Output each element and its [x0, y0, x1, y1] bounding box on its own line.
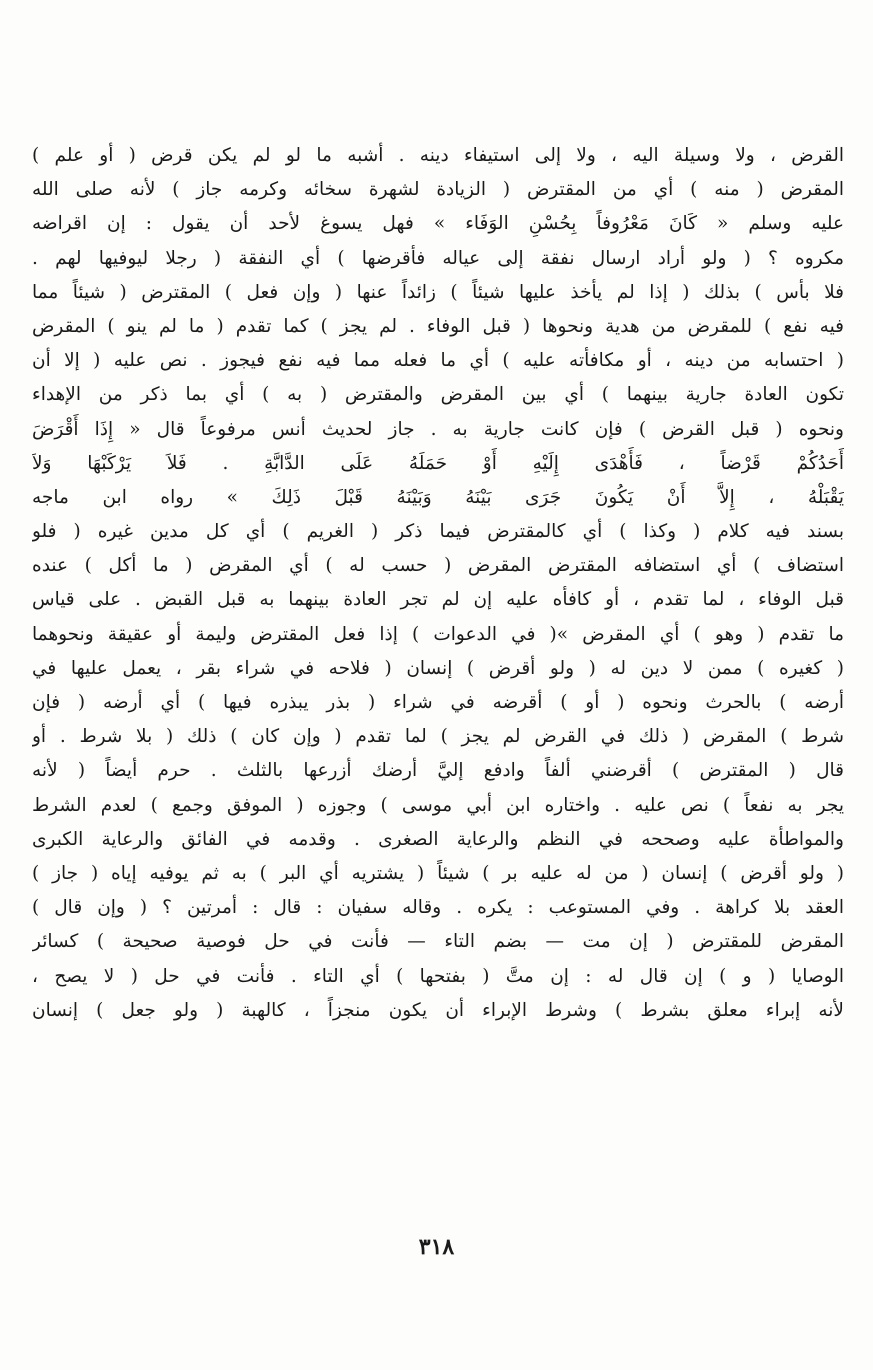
text-line: استضاف ) أي استضافه المقترض المقرض ( حسب له ) أي المقرض ( ما أكل ) عنده [32, 555, 844, 577]
text-line: ( احتسابه من دينه ، أو مكافأته عليه ) أي ما فعله مما فيه نفع فيجوز . نص عليه ( إلا أن [32, 350, 844, 372]
text-line: والمواطأة عليه وصححه في النظم والرعاية الصغرى . وقدمه في الفائق والرعاية الكبرى [32, 828, 844, 850]
text-line: قال ( المقترض ) أقرضني ألفاً وادفع إليَّ أرضك أزرعها بالثلث . حرم أيضاً ( لأنه [32, 760, 844, 782]
text-line: يجر به نفعاً ) نص عليه . واختاره ابن أبي موسى ) وجوزه ( الموفق وجمع ) لعدم الشرط [32, 794, 844, 816]
text-line: مكروه ؟ ( ولو أراد ارسال نفقة إلى عياله فأقرضها ) أي النفقة ( رجلا ليوفيها لهم . [32, 247, 844, 269]
text-line: المقرض ( منه ) أي من المقترض ( الزيادة لشهرة سخائه وكرمه جاز ) لأنه صلى الله [32, 179, 844, 201]
text-line: فيه نفع ) للمقرض من هدية ونحوها ( قبل الوفاء . لم يجز ) كما تقدم ( ما لم ينو ) المقرض [32, 315, 844, 337]
page-number: ٣١٨ [418, 1234, 455, 1260]
text-line: الوصايا ( و ) إن قال له : إن متَّ ( بفتحها ) أي التاء . فأنت في حل ( لا يصح ، [32, 965, 844, 987]
text-line: ما تقدم ( وهو ) أي المقرض »( في الدعوات ) إذا فعل المقترض وليمة أو عقيقة ونحوهما [32, 623, 844, 645]
text-line: عليه وسلم « كَانَ مَعْرُوفاً بِحُسْنِ الوَفَاء » فهل يسوغ لأحد أن يقول : إن اقراضه [32, 213, 844, 235]
text-line: العقد بلا كراهة . وفي المستوعب : يكره . وقاله سفيان : قال : أمرتين ؟ ( وإن قال ) [32, 897, 844, 919]
text-line: أَحَدُكُمْ قَرْضاً ، فَأَهْدَى إِلَيْهِ أَوْ حَمَلَهُ عَلَى الدَّابَّةِ . فَلاَ يَرْكَبْهَا وَلاَ [32, 452, 844, 474]
text-line: ( ولو أقرض ) إنسان ( من له عليه بر ) شيئاً ( يشتريه أي البر ) به ثم يوفيه إياه ( جاز ) [32, 862, 844, 884]
body-text [32, 139, 844, 1028]
text-line: فلا بأس ) بذلك ( إذا لم يأخذ عليها شيئاً ) زائداً عنها ( وإن فعل ) المقترض ( شيئاً مما [32, 281, 844, 303]
text-line: المقرض للمقترض ( إن مت — بضم التاء — فأنت في حل فوصية صحيحة ) كسائر [32, 931, 844, 953]
text-line: بسند فيه كلام ( وكذا ) أي كالمقترض فيما ذكر ( الغريم ) أي كل مدين غيره ( فلو [32, 521, 844, 543]
text-line: تكون العادة جارية بينهما ) أي بين المقرض والمقترض ( به ) أي بما ذكر من الإهداء [32, 384, 844, 406]
text-line: شرط ) المقرض ( ذلك في القرض لم يجز ) لما تقدم ( وإن كان ) ذلك ( بلا شرط . أو [32, 726, 844, 748]
text-line: القرض ، ولا وسيلة اليه ، ولا إلى استيفاء دينه . أشبه ما لو لم يكن قرض ( أو علم ) [32, 145, 844, 166]
text-line: لأنه إبراء معلق بشرط ) وشرط الإبراء أن يكون منجزاً ، كالهبة ( ولو جعل ) إنسان [32, 999, 844, 1021]
text-line: أرضه ) بالحرث ونحوه ( أو ) أقرضه في شراء ( بذر يبذره فيها ) أي أرضه ( فإن [32, 692, 844, 713]
text-line: ونحوه ( قبل القرض ) فإن كانت جارية به . جاز لحديث أنس مرفوعاً قال « إِذَا أَقْرَضَ [32, 418, 844, 440]
text-line: يَقْبَلْهُ ، إِلاَّ أَنْ يَكُونَ جَرَى بَيْنَهُ وَبَيْنَهُ قَبْلَ ذَلِكَ » رواه ابن ماجه [32, 486, 844, 508]
text-line: قبل الوفاء ، لما تقدم ، أو كافأه عليه إن لم تجر العادة بينهما به قبل القبض . على قياس [32, 589, 844, 611]
text-line: ( كغيره ) ممن لا دين له ( ولو أقرض ) إنسان ( فلاحه في شراء بقر ، يعمل عليها في [32, 657, 844, 679]
